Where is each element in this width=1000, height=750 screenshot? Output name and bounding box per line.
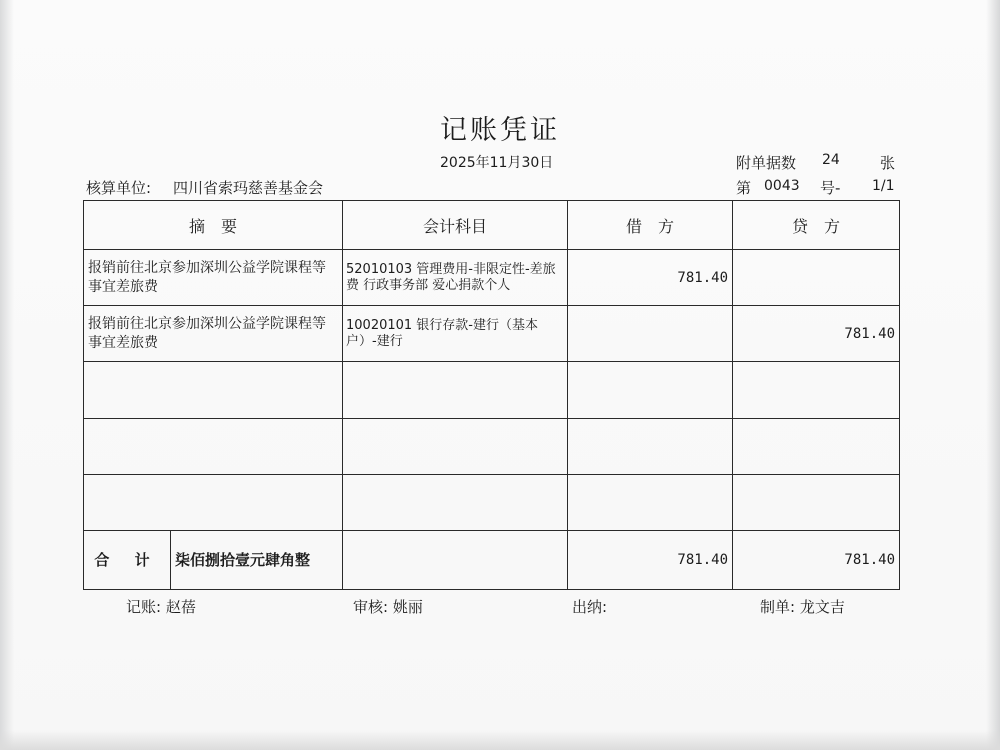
accounting-unit-value: 四川省索玛慈善基金会 <box>173 179 324 197</box>
total-amount-words: 柒佰捌拾壹元肆角整 <box>175 551 311 570</box>
account-cell <box>343 418 568 474</box>
summary-cell <box>84 418 343 474</box>
accounting-unit-label: 核算单位: <box>86 179 152 197</box>
attachments-unit: 张 <box>880 154 896 172</box>
signature-preparer: 制单: 龙文吉 <box>760 598 845 616</box>
signature-reviewer: 审核: 姚丽 <box>353 598 423 616</box>
debit-cell: 781.40 <box>568 250 733 306</box>
summary-cell: 报销前往北京参加深圳公益学院课程等事宜差旅费 <box>84 250 343 306</box>
voucher-number-suffix: 号- <box>820 179 841 197</box>
table-row <box>84 418 900 474</box>
table-row <box>84 306 900 362</box>
voucher-table <box>83 200 900 590</box>
header-account: 会计科目 <box>343 201 568 250</box>
signature-bookkeeper: 记账: 赵蓓 <box>126 598 196 616</box>
account-cell: 10020101 银行存款-建行（基本户）-建行 <box>343 306 568 362</box>
attachments-count: 24 <box>822 152 840 168</box>
voucher-page: 1/1 <box>872 178 895 194</box>
table-row <box>84 250 900 306</box>
total-account-cell <box>343 530 568 589</box>
total-debit: 781.40 <box>568 530 733 589</box>
table-row <box>84 474 900 530</box>
table-row <box>84 362 900 418</box>
voucher-number: 0043 <box>764 178 800 194</box>
credit-cell <box>733 474 900 530</box>
credit-cell: 781.40 <box>733 306 900 362</box>
signature-cashier: 出纳: <box>572 598 608 616</box>
account-cell: 52010103 管理费用-非限定性-差旅费 行政事务部 爱心捐款个人 <box>343 250 568 306</box>
credit-cell <box>733 250 900 306</box>
credit-cell <box>733 418 900 474</box>
table-header-row <box>84 201 900 250</box>
header-summary: 摘 要 <box>84 201 343 250</box>
summary-cell <box>84 362 343 418</box>
total-row <box>84 530 900 589</box>
account-cell <box>343 474 568 530</box>
debit-cell <box>568 362 733 418</box>
debit-cell <box>568 418 733 474</box>
summary-cell <box>84 474 343 530</box>
total-summary-cell <box>84 530 343 589</box>
debit-cell <box>568 306 733 362</box>
voucher-date: 2025年11月30日 <box>440 155 554 171</box>
account-cell <box>343 362 568 418</box>
voucher-title: 记账凭证 <box>440 115 560 146</box>
scan-bottom-shadow <box>0 730 1000 750</box>
total-label: 合 计 <box>94 551 160 570</box>
header-credit: 贷 方 <box>733 201 900 250</box>
voucher-number-prefix: 第 <box>736 179 752 197</box>
total-credit: 781.40 <box>733 530 900 589</box>
credit-cell <box>733 362 900 418</box>
header-debit: 借 方 <box>568 201 733 250</box>
summary-cell: 报销前往北京参加深圳公益学院课程等事宜差旅费 <box>84 306 343 362</box>
debit-cell <box>568 474 733 530</box>
attachments-label: 附单据数 <box>736 154 797 172</box>
